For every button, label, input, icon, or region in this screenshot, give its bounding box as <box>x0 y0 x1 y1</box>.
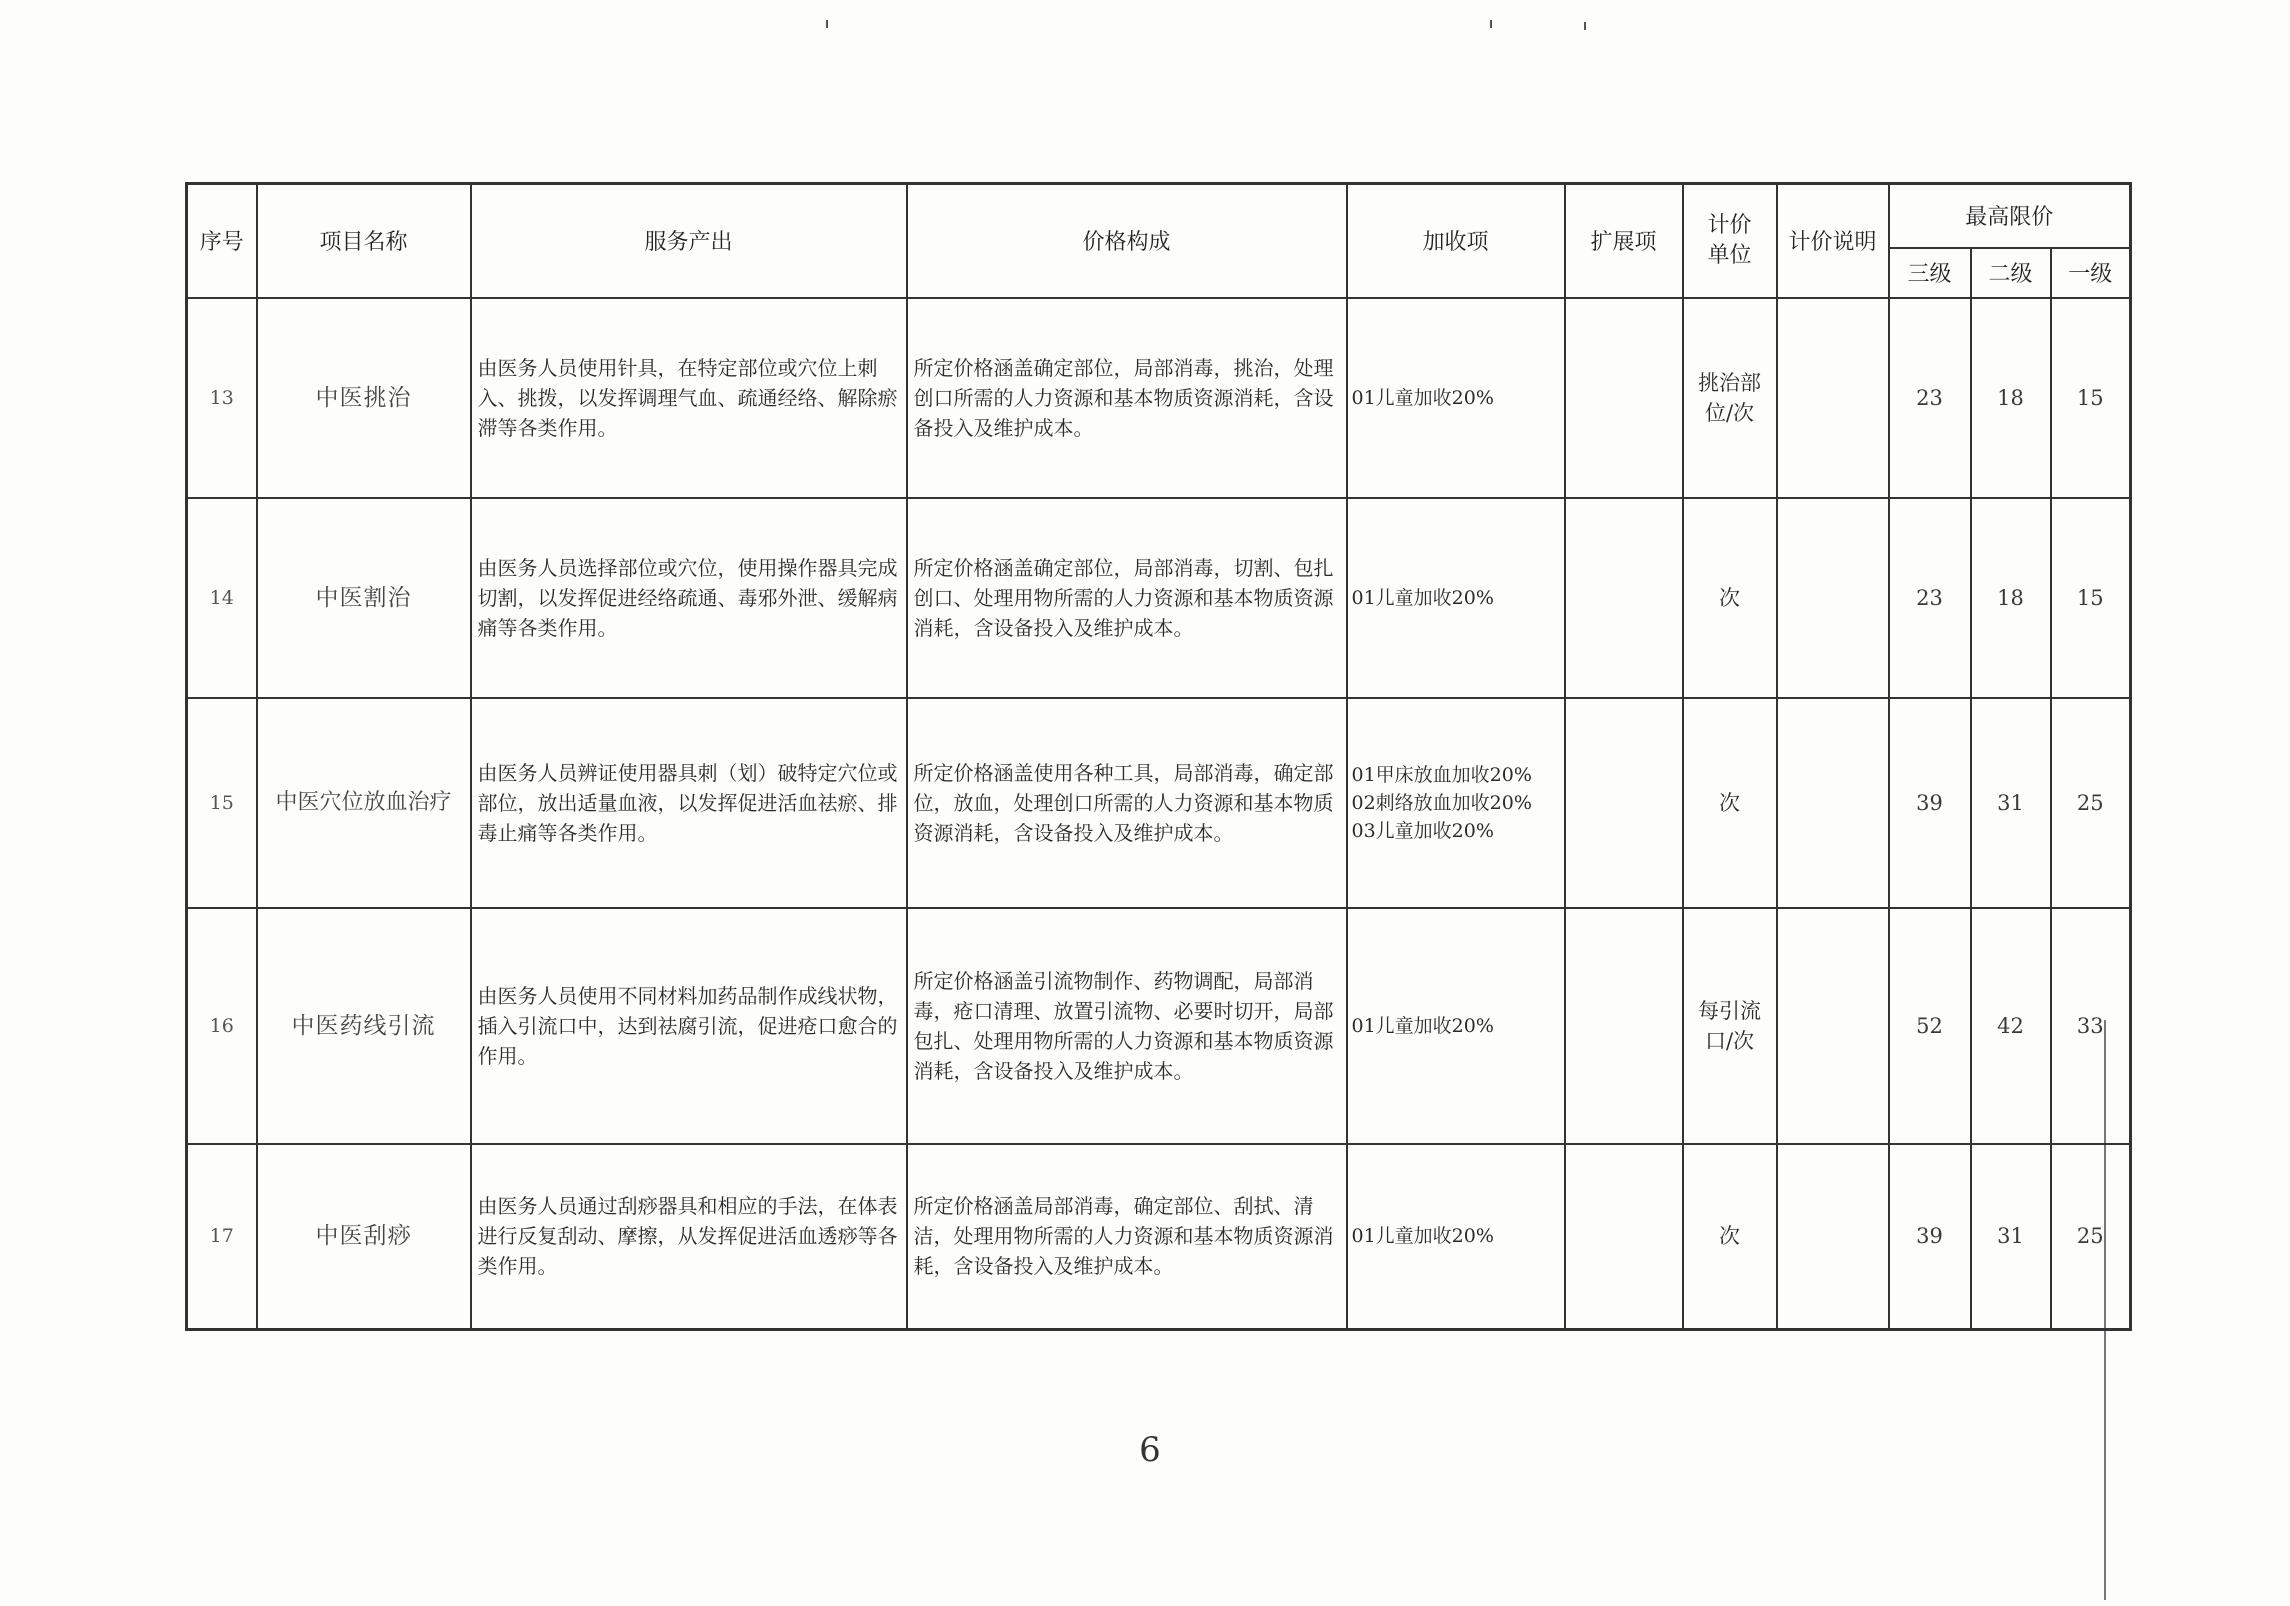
header-unit: 计价 单位 <box>1683 184 1777 298</box>
row-price-composition: 所定价格涵盖使用各种工具，局部消毒，确定部位，放血，处理创口所需的人力资源和基本物质资源消耗，含设备投入及维护成本。 <box>907 698 1347 908</box>
scan-mark <box>1490 20 1492 28</box>
row-level3-price: 39 <box>1889 1144 1971 1330</box>
row-seq: 13 <box>187 298 257 498</box>
row-level1-price: 33 <box>2051 908 2131 1144</box>
header-level2: 二级 <box>1971 248 2051 298</box>
row-unit: 次 <box>1683 698 1777 908</box>
header-price-composition: 价格构成 <box>907 184 1347 298</box>
row-seq: 17 <box>187 1144 257 1330</box>
row-pricing-note <box>1777 908 1889 1144</box>
row-unit: 挑治部位/次 <box>1683 298 1777 498</box>
row-seq: 14 <box>187 498 257 698</box>
row-level1-price: 15 <box>2051 498 2131 698</box>
surcharge-item: 01儿童加收20% <box>1351 1225 1494 1248</box>
row-level2-price: 31 <box>1971 698 2051 908</box>
row-service: 由医务人员选择部位或穴位，使用操作器具完成切割，以发挥促进经络疏通、毒邪外泄、缓解病痛等各类作用。 <box>471 498 907 698</box>
row-level2-price: 18 <box>1971 498 2051 698</box>
table-row <box>187 298 2131 498</box>
header-surcharge: 加收项 <box>1347 184 1565 298</box>
page-number: 6 <box>1139 1430 1161 1470</box>
row-extension <box>1565 298 1683 498</box>
header-extension: 扩展项 <box>1565 184 1683 298</box>
row-service: 由医务人员使用针具，在特定部位或穴位上刺入、挑拨，以发挥调理气血、疏通经络、解除瘀滞等各类作用。 <box>471 298 907 498</box>
row-name: 中医穴位放血治疗 <box>257 698 471 908</box>
row-pricing-note <box>1777 1144 1889 1330</box>
row-price-composition: 所定价格涵盖确定部位，局部消毒，挑治，处理创口所需的人力资源和基本物质资源消耗，含设备投入及维护成本。 <box>907 298 1347 498</box>
surcharge-item: 01甲床放血加收20% <box>1351 763 1532 786</box>
row-level3-price: 23 <box>1889 498 1971 698</box>
surcharge-item: 01儿童加收20% <box>1351 586 1494 609</box>
row-unit: 每引流口/次 <box>1683 908 1777 1144</box>
row-surcharge <box>1347 1144 1565 1330</box>
row-unit: 次 <box>1683 498 1777 698</box>
row-pricing-note <box>1777 298 1889 498</box>
row-pricing-note <box>1777 498 1889 698</box>
row-extension <box>1565 908 1683 1144</box>
table-row <box>187 498 2131 698</box>
row-name: 中医割治 <box>257 498 471 698</box>
row-extension <box>1565 698 1683 908</box>
surcharge-item: 02刺络放血加收20% <box>1351 791 1532 814</box>
row-price-composition: 所定价格涵盖局部消毒，确定部位、刮拭、清洁，处理用物所需的人力资源和基本物质资源消耗，含设备投入及维护成本。 <box>907 1144 1347 1330</box>
row-extension <box>1565 1144 1683 1330</box>
row-level1-price: 15 <box>2051 298 2131 498</box>
row-level2-price: 31 <box>1971 1144 2051 1330</box>
header-pricing-note: 计价说明 <box>1777 184 1889 298</box>
row-name: 中医挑治 <box>257 298 471 498</box>
row-name: 中医刮痧 <box>257 1144 471 1330</box>
row-price-composition: 所定价格涵盖引流物制作、药物调配，局部消毒，疮口清理、放置引流物、必要时切开，局部包扎、处理用物所需的人力资源和基本物质资源消耗，含设备投入及维护成本。 <box>907 908 1347 1144</box>
header-level1: 一级 <box>2051 248 2131 298</box>
row-service: 由医务人员辨证使用器具刺（划）破特定穴位或部位，放出适量血液，以发挥促进活血祛瘀、排毒止痛等各类作用。 <box>471 698 907 908</box>
header-max-price: 最高限价 <box>1889 184 2131 248</box>
row-surcharge <box>1347 298 1565 498</box>
header-level3: 三级 <box>1889 248 1971 298</box>
row-surcharge <box>1347 498 1565 698</box>
surcharge-item: 03儿童加收20% <box>1351 819 1494 842</box>
row-pricing-note <box>1777 698 1889 908</box>
row-surcharge <box>1347 908 1565 1144</box>
row-level1-price: 25 <box>2051 1144 2131 1330</box>
row-extension <box>1565 498 1683 698</box>
row-level3-price: 39 <box>1889 698 1971 908</box>
row-service: 由医务人员使用不同材料加药品制作成线状物，插入引流口中，达到祛腐引流，促进疮口愈合的作用。 <box>471 908 907 1144</box>
row-unit: 次 <box>1683 1144 1777 1330</box>
header-name: 项目名称 <box>257 184 471 298</box>
surcharge-item: 01儿童加收20% <box>1351 1014 1494 1037</box>
row-level2-price: 42 <box>1971 908 2051 1144</box>
scan-mark <box>1584 22 1586 30</box>
row-name: 中医药线引流 <box>257 908 471 1144</box>
table-row <box>187 908 2131 1144</box>
header-row <box>187 184 2131 248</box>
row-service: 由医务人员通过刮痧器具和相应的手法，在体表进行反复刮动、摩擦，从发挥促进活血透痧等各类作用。 <box>471 1144 907 1330</box>
table-row <box>187 1144 2131 1330</box>
row-seq: 16 <box>187 908 257 1144</box>
row-seq: 15 <box>187 698 257 908</box>
surcharge-item: 01儿童加收20% <box>1351 386 1494 409</box>
row-level2-price: 18 <box>1971 298 2051 498</box>
row-level3-price: 52 <box>1889 908 1971 1144</box>
row-price-composition: 所定价格涵盖确定部位，局部消毒，切割、包扎创口、处理用物所需的人力资源和基本物质资源消耗，含设备投入及维护成本。 <box>907 498 1347 698</box>
scan-mark <box>826 20 828 28</box>
row-surcharge <box>1347 698 1565 908</box>
header-service: 服务产出 <box>471 184 907 298</box>
price-table <box>185 182 2132 1331</box>
row-level3-price: 23 <box>1889 298 1971 498</box>
table-row <box>187 698 2131 908</box>
header-seq: 序号 <box>187 184 257 298</box>
row-level1-price: 25 <box>2051 698 2131 908</box>
